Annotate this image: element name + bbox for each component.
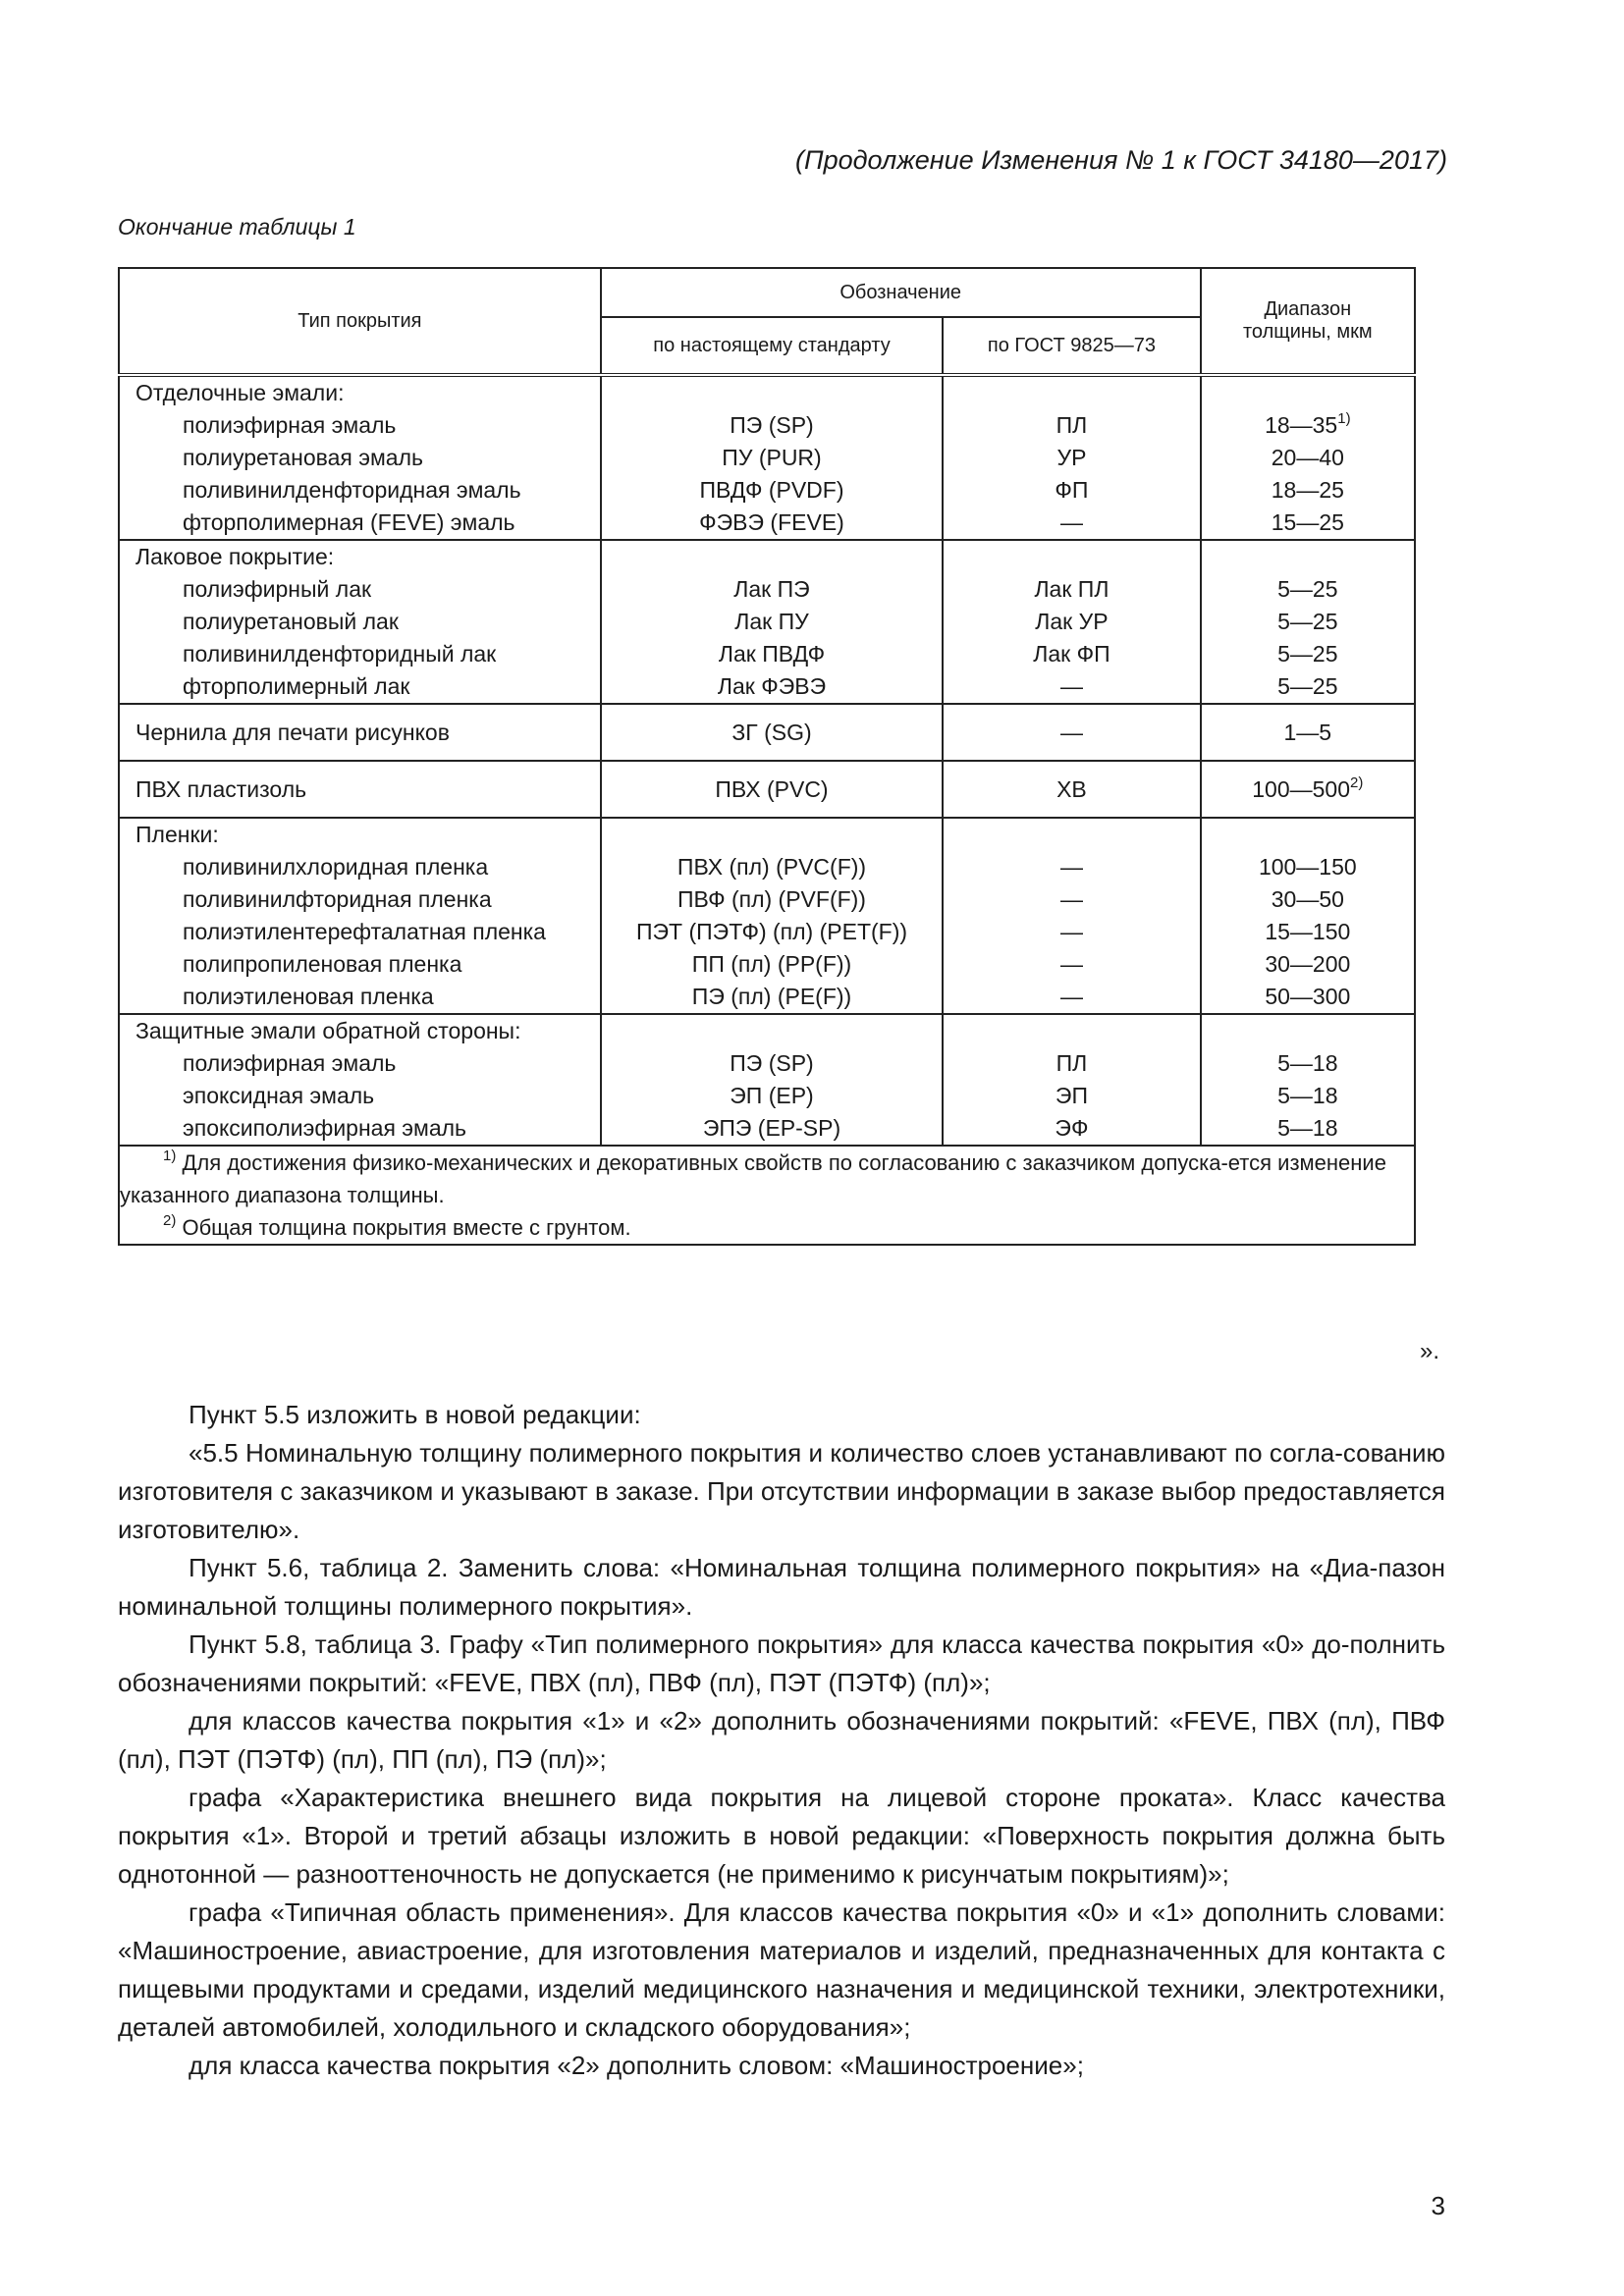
row-designation: ФЭВЭ (FEVE) xyxy=(699,509,844,535)
row-gost: Лак ПЛ xyxy=(1034,576,1110,602)
footnote-1: $^{1)}$ Для достижения физико-механических и декоративных свойств по согласованию с заказчиком допуска-ется изменение указанного диапазона толщины. xyxy=(120,1148,1386,1207)
body-text xyxy=(118,1396,1445,2085)
row-designation: ПЭ (пл) (PE(F)) xyxy=(691,984,852,1009)
table-row-group-protective xyxy=(119,1014,1415,1146)
row-range: 20—40 xyxy=(1271,445,1344,470)
table-row xyxy=(119,761,1415,818)
footnote-ref: 1) xyxy=(1337,410,1351,427)
table-row-group-lacquers xyxy=(119,540,1415,704)
row-type: полиэфирный лак xyxy=(183,576,372,602)
group-title: Пленки: xyxy=(135,822,219,847)
paragraph: графа «Типичная область применения». Для классов качества покрытия «0» и «1» дополнить словами: «Машиностроение, авиастроение, для изготовления материалов и изделий, предназначенных для контакта с пищевыми продуктами и средами, изделий медицинского назначения и медицинской техники, электротехники, деталей автомобилей, холодильного и складского оборудования»; xyxy=(118,1897,1445,2042)
paragraph: Пункт 5.6, таблица 2. Заменить слова: «Номинальная толщина полимерного покрытия» на «Диа-пазон номинальной толщины полимерного покрытия». xyxy=(118,1553,1445,1621)
row-designation: ПЭ (SP) xyxy=(730,412,814,438)
header-range xyxy=(1201,268,1415,375)
row-gost: ЭП xyxy=(1055,1083,1088,1108)
row-designation: ПУ (PUR) xyxy=(722,445,822,470)
row-range: 15—150 xyxy=(1265,919,1351,944)
row-designation: Лак ПВДФ xyxy=(718,641,826,667)
row-type: Чернила для печати рисунков xyxy=(119,704,601,761)
group-title: Лаковое покрытие: xyxy=(135,544,335,569)
row-gost: Лак УР xyxy=(1035,609,1109,634)
group-title: Защитные эмали обратной стороны: xyxy=(135,1018,521,1043)
row-range: 50—300 xyxy=(1265,984,1351,1009)
table-row-group-films xyxy=(119,818,1415,1014)
row-designation: ПВДФ (PVDF) xyxy=(699,477,844,503)
footnote-2: $^{2)}$ Общая толщина покрытия вместе с грунтом. xyxy=(163,1212,631,1240)
row-gost: УР xyxy=(1056,445,1087,470)
row-gost: ХВ xyxy=(943,761,1200,818)
paragraph: Пункт 5.8, таблица 3. Графу «Тип полимерного покрытия» для класса качества покрытия «0» до-полнить обозначениями покрытий: «FEVE, ПВХ (пл), ПВФ (пл), ПЭТ (ПЭТФ) (пл)»; xyxy=(118,1629,1445,1697)
group-title: Отделочные эмали: xyxy=(135,380,345,405)
row-range: 100—150 xyxy=(1258,854,1357,880)
table-row xyxy=(119,704,1415,761)
row-type: фторполимерный лак xyxy=(183,673,410,699)
row-designation: ПП (пл) (PP(F)) xyxy=(691,951,852,977)
row-gost: — xyxy=(1059,886,1083,912)
row-gost: Лак ФП xyxy=(1033,641,1110,667)
row-designation: ПВФ (пл) (PVF(F)) xyxy=(677,886,866,912)
header-range-line2: толщины, мкм xyxy=(1242,321,1373,343)
row-gost: — xyxy=(1059,951,1083,977)
row-gost: — xyxy=(943,704,1200,761)
row-range: 30—50 xyxy=(1271,886,1344,912)
row-range: 18—25 xyxy=(1271,477,1344,503)
header-range-line1: Диапазон xyxy=(1264,298,1352,320)
footnote-ref: 2) xyxy=(1350,774,1364,791)
row-range: 5—18 xyxy=(1277,1115,1338,1141)
row-type: полиэфирная эмаль xyxy=(183,1050,397,1076)
paragraph: для класса качества покрытия «2» дополнить словом: «Машиностроение»; xyxy=(189,2051,1084,2080)
row-designation: Лак ФЭВЭ xyxy=(717,673,827,699)
row-type: поливинилденфторидная эмаль xyxy=(183,477,521,503)
table-notes xyxy=(119,1146,1415,1245)
row-type: эпоксидная эмаль xyxy=(183,1083,375,1108)
table-caption: Окончание таблицы 1 xyxy=(118,214,356,240)
row-designation: ПЭТ (ПЭТФ) (пл) (PET(F)) xyxy=(635,919,908,944)
row-type: фторполимерная (FEVE) эмаль xyxy=(183,509,515,535)
row-gost: ПЛ xyxy=(1056,1050,1088,1076)
header-type: Тип покрытия xyxy=(119,268,601,375)
row-type: поливинилденфторидный лак xyxy=(183,641,497,667)
row-designation: Лак ПУ xyxy=(734,609,809,634)
row-type: эпоксиполиэфирная эмаль xyxy=(183,1115,467,1141)
row-range: 1—5 xyxy=(1201,704,1415,761)
row-type: ПВХ пластизоль xyxy=(119,761,601,818)
row-type: полиэфирная эмаль xyxy=(183,412,397,438)
row-type: поливинилфторидная пленка xyxy=(183,886,492,912)
paragraph: Пункт 5.5 изложить в новой редакции: xyxy=(189,1400,641,1429)
table-row-group-enamels xyxy=(119,375,1415,540)
row-type: полиуретановый лак xyxy=(183,609,399,634)
header-designation: Обозначение xyxy=(601,268,1201,317)
row-range: 5—25 xyxy=(1277,576,1338,602)
row-range: 5—25 xyxy=(1277,609,1338,634)
row-designation: ПВХ (пл) (PVC(F)) xyxy=(677,854,867,880)
continuation-header: (Продолжение Изменения № 1 к ГОСТ 34180—2017) xyxy=(795,145,1447,175)
row-type: полипропиленовая пленка xyxy=(183,951,462,977)
row-type: поливинилхлоридная пленка xyxy=(183,854,489,880)
row-type: полиуретановая эмаль xyxy=(183,445,423,470)
row-designation: ЭПЭ (EP-SP) xyxy=(702,1115,841,1141)
row-designation: ПЭ (SP) xyxy=(730,1050,814,1076)
row-range: 5—18 xyxy=(1277,1050,1338,1076)
coating-table xyxy=(118,267,1416,1246)
row-range: 30—200 xyxy=(1265,951,1351,977)
row-designation: Лак ПЭ xyxy=(733,576,810,602)
row-gost: — xyxy=(1059,509,1083,535)
row-gost: ПЛ xyxy=(1056,412,1088,438)
row-type: полиэтиленовая пленка xyxy=(183,984,434,1009)
paragraph: графа «Характеристика внешнего вида покрытия на лицевой стороне проката». Класс качества покрытия «1». Второй и третий абзацы изложить в новой редакции: «Поверхность покрытия должна быть однотонной — разнооттеночность не допускается (не применимо к рисунчатым покрытиям)»; xyxy=(118,1783,1445,1889)
row-range: 5—18 xyxy=(1277,1083,1338,1108)
row-gost: — xyxy=(1059,854,1083,880)
row-designation: ПВХ (PVC) xyxy=(601,761,944,818)
header-by-gost: по ГОСТ 9825—73 xyxy=(943,317,1200,375)
row-gost: — xyxy=(1059,984,1083,1009)
row-gost: ФП xyxy=(1055,477,1089,503)
row-range: 5—25 xyxy=(1277,641,1338,667)
row-gost: ЭФ xyxy=(1055,1115,1089,1141)
row-gost: — xyxy=(1059,919,1083,944)
row-range: 5—25 xyxy=(1277,673,1338,699)
closing-quote: ». xyxy=(1420,1338,1440,1364)
paragraph: «5.5 Номинальную толщину полимерного покрытия и количество слоев устанавливают по согла-сованию изготовителя с заказчиком и указывают в заказе. При отсутствии информации в заказе выбор предоставляется изготовителю». xyxy=(118,1438,1445,1544)
row-type: полиэтилентерефталатная пленка xyxy=(183,919,546,944)
row-range: 100—500$^{2)}$ xyxy=(1201,761,1415,818)
row-gost: — xyxy=(1059,673,1083,699)
row-designation: ЗГ (SG) xyxy=(601,704,944,761)
paragraph: для классов качества покрытия «1» и «2» дополнить обозначениями покрытий: «FEVE, ПВХ (пл), ПВФ (пл), ПЭТ (ПЭТФ) (пл), ПП (пл), ПЭ (пл)»; xyxy=(118,1706,1445,1774)
header-by-standard: по настоящему стандарту xyxy=(601,317,944,375)
row-range: 18—35$^{1)}$ xyxy=(1265,410,1351,438)
row-range: 15—25 xyxy=(1271,509,1344,535)
page-number: 3 xyxy=(1431,2191,1445,2220)
row-designation: ЭП (EP) xyxy=(730,1083,814,1108)
